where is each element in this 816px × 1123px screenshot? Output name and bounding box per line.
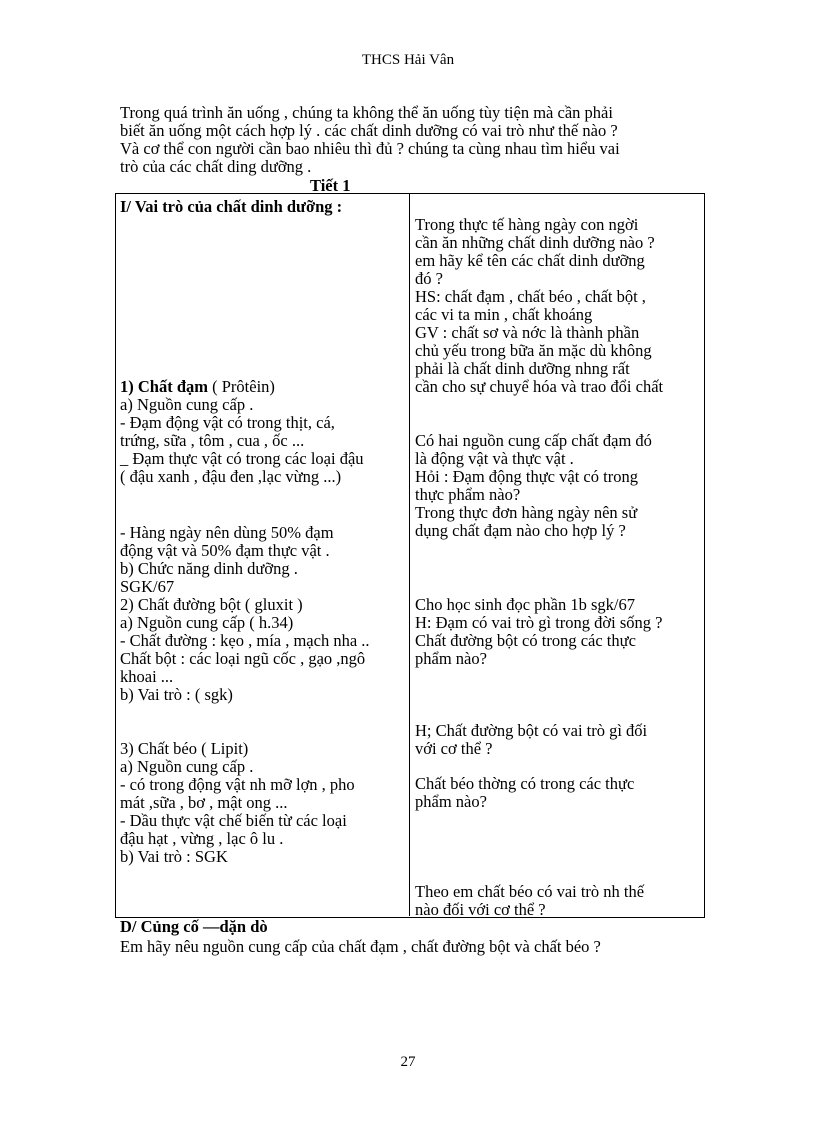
right-block-carb-role: [415, 722, 647, 758]
table-column-divider: [409, 193, 410, 916]
left-line: - Chất đường : kẹo , mía , mạch nha ..: [120, 631, 370, 650]
right-line: Theo em chất béo có vai trò nh thế: [415, 882, 645, 901]
right-line: Chất đường bột có trong các thực: [415, 631, 636, 650]
protein-block: [120, 378, 364, 486]
intro-line: trò của các chất ding dưỡng .: [120, 157, 312, 176]
right-line: chủ yếu trong bữa ăn mặc dù không: [415, 341, 652, 360]
left-line: trứng, sữa , tôm , cua , ốc ...: [120, 431, 305, 450]
right-line: Cho học sinh đọc phần 1b sgk/67: [415, 595, 635, 614]
left-line: 2) Chất đường bột ( gluxit ): [120, 595, 303, 614]
protein-title-main: 1) Chất đạm: [120, 377, 209, 396]
right-line: phải là chất dinh dưỡng nhng rất: [415, 359, 630, 378]
right-line: đó ?: [415, 269, 443, 288]
lesson-title: Tiết 1: [310, 176, 351, 195]
right-block-protein: [415, 432, 652, 540]
right-line: H; Chất đường bột có vai trò gì đối: [415, 721, 648, 740]
right-line: Trong thực đơn hàng ngày nên sử: [415, 503, 638, 522]
page-number: 27: [400, 1054, 416, 1070]
protein-title-sub: ( Prôtêin): [208, 377, 275, 396]
right-line: là động vật và thực vật .: [415, 449, 574, 468]
right-line: phẩm nào?: [415, 792, 487, 811]
right-block-intro: [415, 216, 663, 396]
left-line: động vật và 50% đạm thực vật .: [120, 541, 330, 560]
section-heading: I/ Vai trò của chất dinh dưỡng :: [120, 197, 343, 216]
left-line: a) Nguồn cung cấp ( h.34): [120, 613, 294, 632]
left-line: đậu hạt , vừng , lạc ô lu .: [120, 829, 284, 848]
left-heading-block: [120, 198, 342, 216]
right-line: HS: chất đạm , chất béo , chất bột ,: [415, 287, 646, 306]
right-line: các vi ta min , chất khoáng: [415, 305, 593, 324]
left-line: 3) Chất béo ( Lipit): [120, 739, 249, 758]
right-block-fat: [415, 775, 634, 811]
left-line: Chất bột : các loại ngũ cốc , gạo ,ngô: [120, 649, 366, 668]
right-line: em hãy kể tên các chất dinh dưỡng: [415, 251, 645, 270]
review-question: Em hãy nêu nguồn cung cấp của chất đạm , chất đường bột và chất béo ?: [120, 937, 601, 956]
left-line: a) Nguồn cung cấp .: [120, 757, 254, 776]
left-line: - Đạm động vật có trong thịt, cá,: [120, 413, 335, 432]
left-line: - Hàng ngày nên dùng 50% đạm: [120, 523, 334, 542]
intro-line: Trong quá trình ăn uống , chúng ta không thể ăn uống tùy tiện mà cần phải: [120, 103, 613, 122]
protein-usage-block: [120, 524, 370, 704]
left-line: b) Chức năng dinh dưỡng .: [120, 559, 298, 578]
right-line: với cơ thể ?: [415, 739, 493, 758]
right-line: cần ăn những chất dinh dưỡng nào ?: [415, 233, 655, 252]
left-line: - Dầu thực vật chế biến từ các loại: [120, 811, 347, 830]
fat-block: [120, 740, 355, 866]
right-line: dụng chất đạm nào cho hợp lý ?: [415, 521, 626, 540]
right-line: nào đối với cơ thể ?: [415, 900, 546, 919]
intro-paragraph: [120, 104, 700, 176]
right-line: thực phẩm nào?: [415, 485, 521, 504]
left-line: - có trong động vật nh mỡ lợn , pho: [120, 775, 355, 794]
page-header: THCS Hải Vân: [361, 52, 455, 68]
left-line: SGK/67: [120, 577, 175, 596]
left-line: ( đậu xanh , đậu đen ,lạc vừng ...): [120, 467, 342, 486]
left-line: _ Đạm thực vật có trong các loại đậu: [120, 449, 364, 468]
right-line: phẩm nào?: [415, 649, 487, 668]
right-line: GV : chất sơ và nớc là thành phần: [415, 323, 640, 342]
left-line: mát ,sữa , bơ , mật ong ...: [120, 793, 288, 812]
intro-line: biết ăn uống một cách hợp lý . các chất dinh dưỡng có vai trò như thế nào ?: [120, 121, 618, 140]
left-line: a) Nguồn cung cấp .: [120, 395, 254, 414]
right-block-carb: [415, 596, 662, 668]
review-heading: D/ Củng cố —dặn dò: [120, 917, 268, 936]
left-line: b) Vai trò : ( sgk): [120, 685, 233, 704]
left-line: khoai ...: [120, 667, 174, 686]
left-line: b) Vai trò : SGK: [120, 847, 228, 866]
right-line: cần cho sự chuyể hóa và trao đổi chất: [415, 377, 664, 396]
right-line: Trong thực tế hàng ngày con ngời: [415, 215, 639, 234]
right-line: Chất béo thờng có trong các thực: [415, 774, 635, 793]
right-line: Hỏi : Đạm động thực vật có trong: [415, 467, 638, 486]
intro-line: Và cơ thể con người cần bao nhiêu thì đủ ? chúng ta cùng nhau tìm hiểu vai: [120, 139, 620, 158]
right-block-fat-role: [415, 883, 644, 919]
protein-title: [120, 378, 364, 396]
right-line: Có hai nguồn cung cấp chất đạm đó: [415, 431, 652, 450]
right-line: H: Đạm có vai trò gì trong đời sống ?: [415, 613, 663, 632]
